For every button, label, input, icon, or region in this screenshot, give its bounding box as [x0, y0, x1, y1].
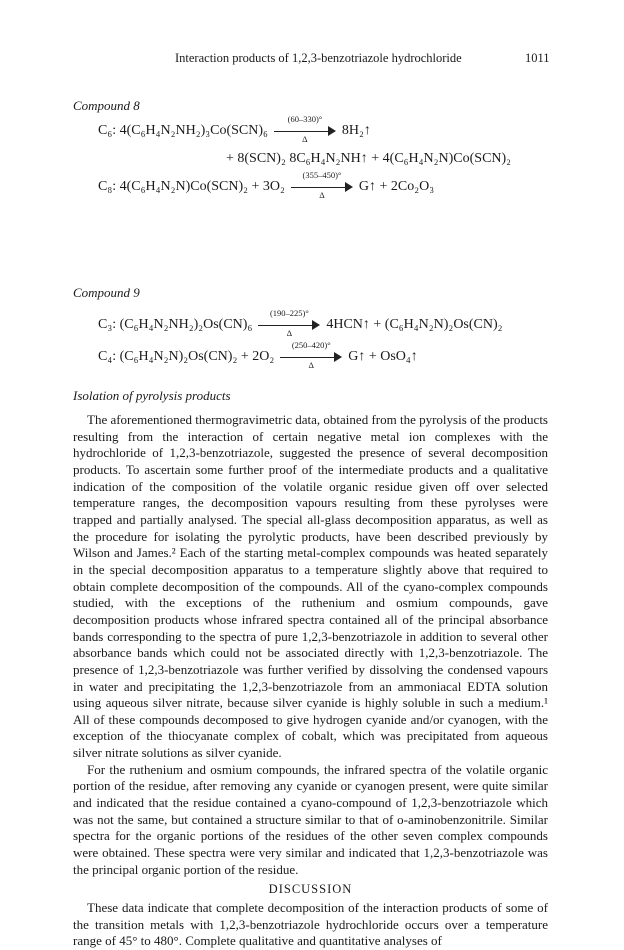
- page-number: 1011: [525, 51, 550, 65]
- reactants: 4(C₆H₄N₂N)Co(SCN)₂ + 3O₂: [119, 179, 285, 195]
- products: G↑ + 2Co₂O₃: [358, 179, 435, 195]
- reactants: (C₆H₄N₂N)₂Os(CN)₂ + 2O₂: [119, 349, 275, 365]
- temperature-range: (190–225)°: [269, 308, 309, 318]
- temperature-range: (250–420)°: [291, 340, 331, 350]
- paragraph: For the ruthenium and osmium compounds, the infrared spectra of the volatile organic portion of the residue, after removing any cyanide or cyanogen present, were quite similar and indicated that the residue contained a cyano-compound of 1,2,3-benzotriazole which was not the same, but contained a structure similar to that of o-aminobenzonitrile. Similar spectra for the organic portions of the residues of the other seven complex compounds were obtained. These spectra were very similar and indicated that 1,2,3-benzotriazole was the principal organic portion of the residue.: [73, 761, 548, 877]
- temperature-range: (60–330)°: [287, 114, 323, 124]
- reactants: 4(C₆H₄N₂NH₂)₃Co(SCN)₆: [119, 123, 268, 139]
- equation-label: C₈:: [98, 179, 120, 195]
- products: G↑ + OsO₄↑: [348, 349, 418, 365]
- equation-c6: [98, 114, 371, 144]
- compound-9-heading: Compound 9: [73, 285, 140, 300]
- reaction-arrow: [280, 340, 342, 370]
- equation-label: C₆:: [98, 123, 120, 139]
- heat-symbol: Δ: [302, 134, 308, 144]
- equation-label: C₄:: [98, 349, 120, 365]
- temperature-range: (355–450)°: [302, 170, 342, 180]
- heat-symbol: Δ: [286, 328, 293, 338]
- discussion-heading: DISCUSSION: [268, 882, 353, 897]
- running-title: Interaction products of 1,2,3-benzotriazole hydrochloride: [175, 51, 462, 65]
- equation-c8: [98, 170, 435, 200]
- products: 8H₂↑: [341, 123, 371, 139]
- body-text: [73, 412, 548, 950]
- reaction-arrow: [291, 170, 353, 200]
- equation-c4: [98, 340, 418, 370]
- reaction-arrow: [274, 114, 336, 144]
- reaction-arrow: [258, 308, 320, 338]
- products: 4HCN↑ + (C₆H₄N₂N)₂Os(CN)₂: [326, 317, 503, 333]
- heat-symbol: Δ: [319, 190, 325, 200]
- equation-label: C₃:: [98, 317, 120, 333]
- equation-c3: [98, 308, 503, 338]
- equation-c6-continuation: + 8(SCN)₂ 8C₆H₄N₂NH↑ + 4(C₆H₄N₂N)Co(SCN)₂: [226, 151, 512, 166]
- heat-symbol: Δ: [308, 360, 314, 370]
- paragraph: The aforementioned thermogravimetric data, obtained from the pyrolysis of the products resulting from the interaction of certain negative metal ion complexes with the hydrochloride of 1,2,3-benzotriazole, suggested the presence of several decomposition products. To ascertain some further proof of the intermediate products and a qualitative indication of the composition of the volatile organic residue given off over selected temperature ranges, the decomposition vapours resulting from these pyrolyses were trapped and partially analysed. The special all-glass decomposition apparatus, as well as the procedure for isolating the pyrolytic products, have been described previously by Wilson and James.² Each of the starting metal-complex compounds was heated separately in the special decomposition apparatus to a temperature slightly above that required to obtain complete decomposition of the compounds. All of the cyano-complex compounds studied, with the exceptions of the ruthenium and osmium compounds, gave decomposition products whose infrared spectra contained all of the principal absorbance bands corresponding to the spectra of pure 1,2,3-benzotriazole in addition to several other absorbance bands which could not be associated directly with 1,2,3-benzotriazole. The presence of 1,2,3-benzotriazole was further verified by dissolving the condensed vapours in water and precipitating the 1,2,3-benzotriazole from an ammoniacal EDTA solution using aqueous silver nitrate, because silver cyanide is highly soluble in such a medium.¹ All of these compounds decomposed to give hydrogen cyanide and/or cyanogen, with the exception of the thiocyanate complex of cobalt, which was precipitated from aqueous silver nitrate solutions as silver cyanide.: [73, 412, 548, 761]
- isolation-heading: Isolation of pyrolysis products: [73, 388, 231, 403]
- reactants: (C₆H₄N₂NH₂)₂Os(CN)₆: [119, 317, 253, 333]
- paragraph: These data indicate that complete decomposition of the interaction products of some of the transition metals with 1,2,3-benzotriazole hydrochloride occurs over a temperature range of 45° to 480°. Complete qualitative and quantitative analyses of: [73, 900, 548, 949]
- compound-8-heading: Compound 8: [73, 98, 140, 113]
